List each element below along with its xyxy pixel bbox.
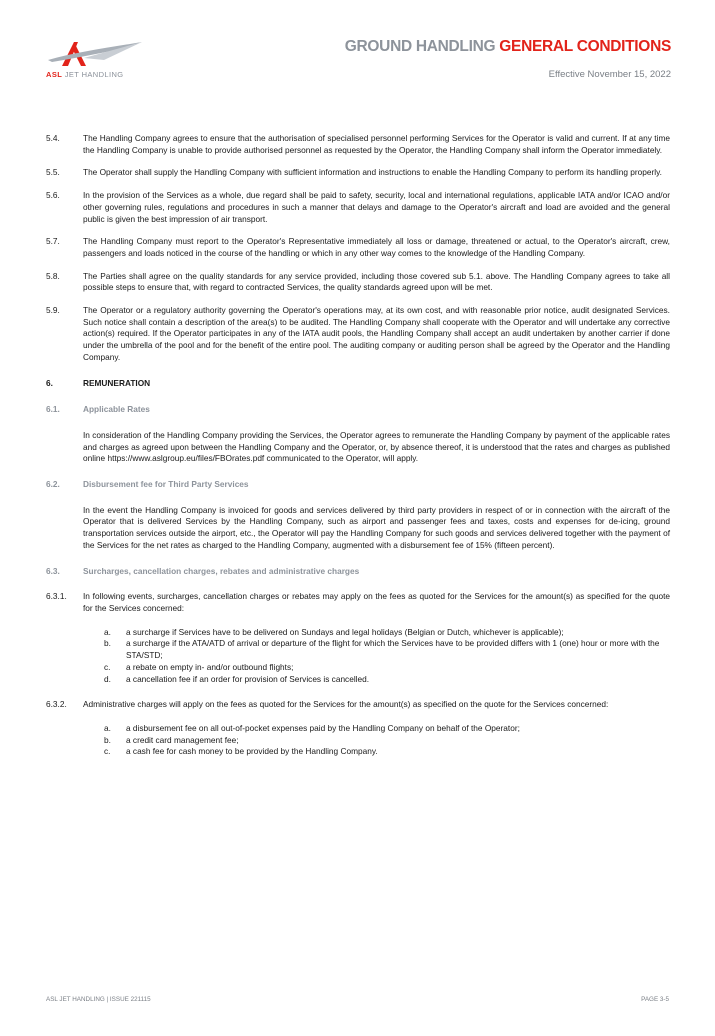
clause-5-5 bbox=[46, 167, 670, 179]
subsection-title: Applicable Rates bbox=[83, 404, 150, 415]
logo-wordmark: ASL JET HANDLING bbox=[46, 70, 124, 79]
clause-text: In following events, surcharges, cancellation charges or rebates may apply on the fees as quoted for the Services for the amount(s) as specified for the quote for the Services concerned: bbox=[83, 591, 670, 613]
subsection-heading-6-2 bbox=[46, 479, 670, 491]
list-item: d. a cancellation fee if an order for provision of Services is cancelled. bbox=[104, 673, 370, 684]
list-item: c. a rebate on empty in- and/or outbound flights; bbox=[104, 661, 294, 672]
clause-5-6 bbox=[46, 190, 670, 225]
subsection-number: 6.3. bbox=[46, 565, 60, 576]
list-item: c. a cash fee for cash money to be provided by the Handling Company. bbox=[104, 746, 378, 757]
clause-text: Administrative charges will apply on the fees as quoted for the Services for the amount(s) as specified on the quote for the Services concerned: bbox=[83, 699, 609, 710]
subsection-title: Surcharges, cancellation charges, rebates and administrative charges bbox=[83, 565, 360, 576]
clause-5-4 bbox=[46, 133, 670, 156]
clause-5-8 bbox=[46, 271, 670, 294]
subsection-heading-6-3 bbox=[46, 566, 670, 578]
list-6-3-2 bbox=[104, 723, 670, 758]
clause-number: 5.8. bbox=[46, 270, 60, 281]
list-item: b. a surcharge if the ATA/ATD of arrival or departure of the flight for which the Services have to be provided differs with 1 (one) hour or more with the STA/STD; bbox=[104, 638, 660, 661]
list-6-3-1 bbox=[104, 627, 670, 686]
clause-text: In the provision of the Services as a whole, due regard shall be paid to safety, security, local and international regulations, applicable IATA and/or ICAO and/or other governing rules, regulations and procedures in such a manner that delays and damage to the Operator's aircraft and load are avoided and the general public is given the best impression of air transport. bbox=[83, 190, 670, 224]
subsection-number: 6.1. bbox=[46, 404, 60, 415]
document-title: GROUND HANDLING GENERAL CONDITIONS bbox=[344, 38, 671, 55]
clause-number: 5.7. bbox=[46, 236, 60, 247]
clause-text: The Handling Company agrees to ensure that the authorisation of specialised personnel performing Services for the Operator is valid and current. If at any time the Handling Company is unable to provide authorised personnel as requested by the Operator, the Handling Company shall inform the Operator immediately. bbox=[83, 133, 670, 155]
clause-number: 5.6. bbox=[46, 190, 60, 201]
list-item: a. a surcharge if Services have to be delivered on Sundays and legal holidays (Belgian or Dutch, whichever is applicable); bbox=[104, 626, 564, 637]
footer-page-number: PAGE 3-5 bbox=[641, 996, 669, 1003]
clause-5-7 bbox=[46, 236, 670, 259]
clause-number: 6.3.1. bbox=[46, 591, 67, 602]
subsection-title: Disbursement fee for Third Party Services bbox=[83, 479, 249, 490]
list-item: a. a disbursement fee on all out-of-pocket expenses paid by the Handling Company on behalf of the Operator; bbox=[104, 722, 520, 733]
document-body bbox=[46, 133, 670, 769]
section-title: REMUNERATION bbox=[83, 377, 151, 388]
clause-6-3-2 bbox=[46, 699, 670, 758]
clause-5-9 bbox=[46, 305, 670, 364]
section-heading-remuneration bbox=[46, 378, 670, 390]
clause-number: 6.3.2. bbox=[46, 699, 67, 710]
clause-number: 5.9. bbox=[46, 305, 60, 316]
list-item: b. a credit card management fee; bbox=[104, 734, 239, 745]
company-logo bbox=[46, 36, 150, 82]
clause-number: 5.5. bbox=[46, 167, 60, 178]
footer-issue: ASL JET HANDLING | ISSUE 221115 bbox=[46, 996, 151, 1003]
section-number: 6. bbox=[46, 377, 53, 388]
aircraft-logo-icon bbox=[46, 36, 150, 70]
effective-date: Effective November 15, 2022 bbox=[548, 69, 671, 80]
clause-number: 5.4. bbox=[46, 133, 60, 143]
clause-6-3-1 bbox=[46, 591, 670, 685]
clause-text: The Operator or a regulatory authority governing the Operator's operations may, at its own cost, and with reasonable prior notice, audit designated Services. Such notice shall contain a description of the area(s) to be audited. The Handling Company shall cooperate with the Operator and will undertake any corrective action(s) required. If the Operator participates in any of the IATA audit pools, the Handling Company shall accept an audit undertaken by another carrier if done under the umbrella of the pool and for the benefit of the entire pool. The auditing company or auditing person shall be agreed by the Operator and the Handling Company. bbox=[83, 305, 670, 362]
subsection-heading-6-1 bbox=[46, 404, 670, 416]
clause-text: The Operator shall supply the Handling Company with sufficient information and instructions to enable the Handling Company to perform its handling properly. bbox=[83, 167, 662, 178]
subsection-number: 6.2. bbox=[46, 479, 60, 490]
subsection-text-6-2: In the event the Handling Company is invoiced for goods and services delivered by third party providers in respect of or in connection with the aircraft of the Operator that is delivered Services by the Handling Company, such as airport and passenger fees and taxes, costs and expenses for de-icing, ground transportation services outside the airport, etc., the Operator will pay the Handling Company for such goods and services delivered together with the payment of the Services for the net rates as charged to the Handling Company, augmented with a disbursement fee of 15% (fifteen percent). bbox=[83, 504, 670, 550]
subsection-text-6-1: In consideration of the Handling Company providing the Services, the Operator agrees to remunerate the Handling Company by payment of the applicable rates and charges as agreed upon between the Handling Company and the Operator, or, by absence thereof, it is understood that the rates and charges as published online https://www.aslgroup.eu/files/FBOrates.pdf communicated to the Operator, will apply. bbox=[83, 429, 670, 464]
clause-text: The Handling Company must report to the Operator's Representative immediately all loss or damage, threatened or actual, to the Operator's aircraft, crew, passengers and loads noticed in the course of the handling or which in any other way comes to the knowledge of the Handling Company. bbox=[83, 236, 670, 258]
clause-text: The Parties shall agree on the quality standards for any service provided, including those covered sub 5.1. above. The Handling Company agrees to take all possible steps to ensure that, with regard to contracted Services, the quality standards agreed upon will be met. bbox=[83, 270, 670, 293]
